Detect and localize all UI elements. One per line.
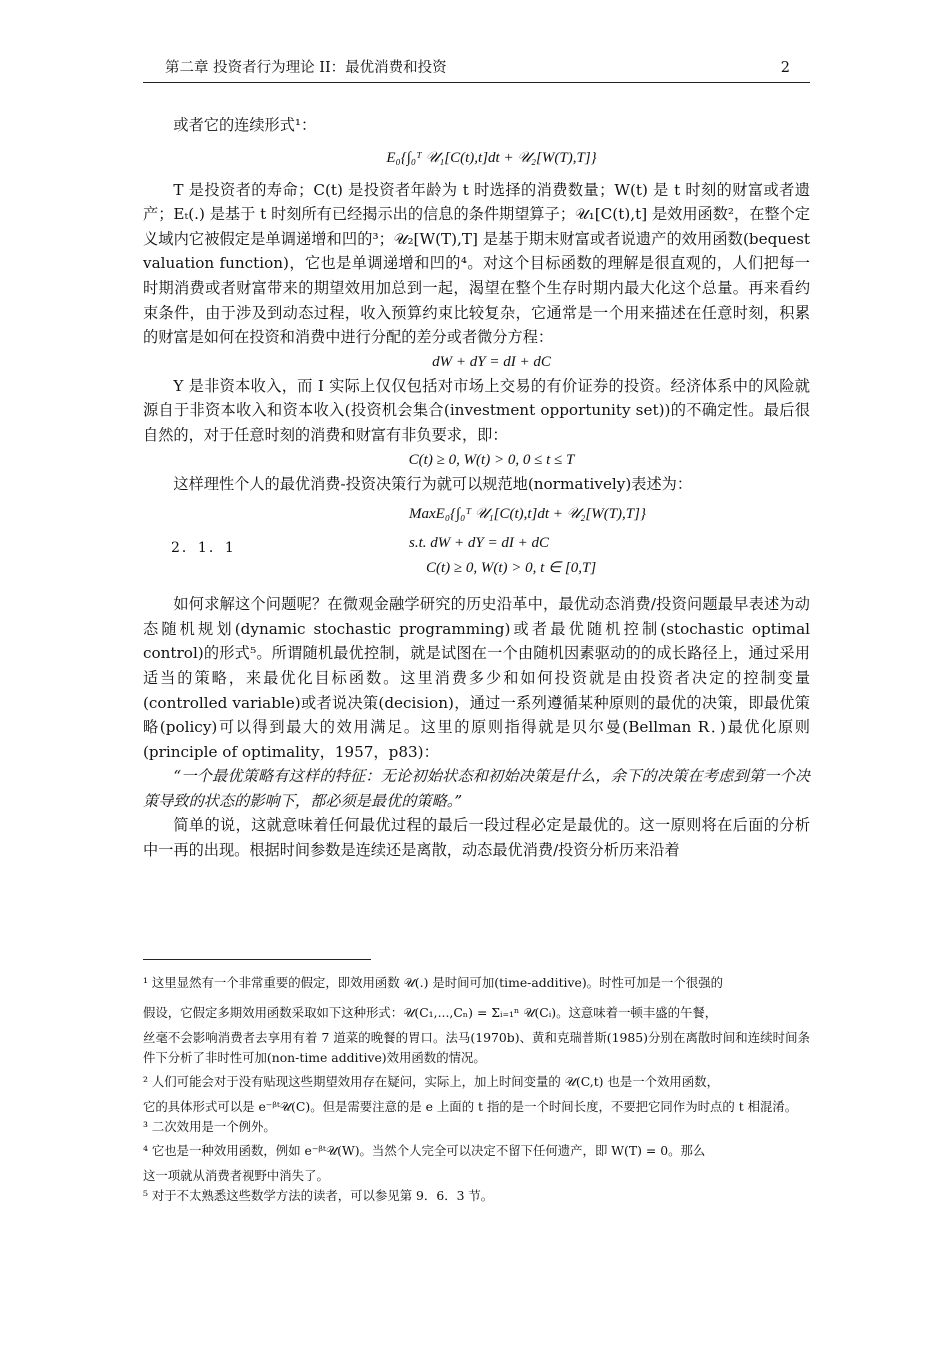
bellman-quote: “一个最优策略有这样的特征：无论初始状态和初始决策是什么，余下的决策在考虑到第一个决策导致的状态的影响下，都必须是最优的策略。” [143,767,810,810]
footnote-1a: ¹ 这里显然有一个非常重要的假定，即效用函数 𝒰(.) 是时间可加(time-additive)。时性可加是一个很强的 [143,975,723,990]
constraint-line: s.t. dW + dY = dI + dC [409,535,549,552]
chapter-title: 第二章 投资者行为理论 II：最优消费和投资 [165,60,447,76]
objective-line: MaxE₀{∫₀ᵀ 𝒰₁[C(t),t]dt + 𝒰₂[W(T),T]} [409,506,646,523]
footnote-1b: 假设，它假定多期效用函数采取如下这种形式：𝒰(C₁,...,Cₙ) = Σᵢ₌₁ⁿ 𝒰(Cᵢ)。这意味着一顿丰盛的午餐， [143,1005,718,1020]
page-number: 2 [780,60,790,76]
paragraph-1: T 是投资者的寿命；C(t) 是投资者年龄为 t 时选择的消费数量；W(t) 是 t 时刻的财富或者遗产；Eₜ(.) 是基于 t 时刻所有已经揭示出的信息的条件期望算子；𝒰₁[C(t),t] 是效用函数²，在整个定义域内它被假定是单调递增和凹的³；𝒰₂[W(T),T] 是基于期末财富或者说遗产的效用函数(bequest valuation function)，它也是单调递增和凹的⁴。对这个目标函数的理解是很直观的，人们把每一时期消费或者财富带来的期望效用加总到一起，渴望在整个生存时期内最大化这个总量。再来看约束条件，由于涉及到动态过程，收入预算约束比较复杂，它通常是一个用来描述在任意时刻，积累的财富是如何在投资和消费中进行分配的差分或者微分方程： [143,180,810,347]
footnote-3: ³ 二次效用是一个例外。 [143,1118,276,1134]
paragraph-2: Y 是非资本收入，而 I 实际上仅仅包括对市场上交易的有价证券的投资。经济体系中的风险就源自于非资本收入和资本收入(投资机会集合(investment opportunity set))的不确定性。最后很自然的，对于任意时刻的消费和财富有非负要求，即： [143,376,810,444]
footnote-4a: ⁴ 它也是一种效用函数，例如 e⁻ᵝᵗ𝒰(W)。当然个人完全可以决定不留下任何遗产，即 W(T) = 0。那么 [143,1143,706,1158]
footnote-1c: 丝毫不会影响消费者去享用有着 7 道菜的晚餐的胃口。法马(1970b)、黄和克瑞普斯(1985)分别在离散时间和连续时间条件下分析了非时性可加(non-time additive)效用函数的情况。 [143,1030,810,1065]
footnote-2b: 它的具体形式可以是 e⁻ᵝᵗ𝒰(C)。但是需要注意的是 e 上面的 t 指的是一个时间长度，不要把它同作为时点的 t 相混淆。 [143,1099,798,1114]
intro-line: 或者它的连续形式¹： [173,116,317,134]
footnote-divider [143,959,371,960]
budget-equation: dW + dY = dI + dC [432,353,551,370]
optimization-problem [143,498,810,584]
paragraph-5: 简单的说，这就意味着任何最优过程的最后一段过程必定是最优的。这一原则将在后面的分析中一再的出现。根据时间参数是连续还是离散，动态最优消费/投资分析历来沿着 [143,816,810,860]
paragraph-3: 这样理性个人的最优消费-投资决策行为就可以规范地(normatively)表述为： [173,474,693,493]
equation-number: 2．1．1 [171,540,236,557]
footnotes [143,968,810,1205]
objective-equation: E₀{∫₀ᵀ 𝒰₁[C(t),t]dt + 𝒰₂[W(T),T]} [386,149,597,166]
footnote-5: ⁵ 对于不太熟悉这些数学方法的读者，可以参见第 9．6．3 节。 [143,1187,494,1203]
main-text [143,113,810,863]
nonneg-line: C(t) ≥ 0, W(t) > 0, t ∈ [0,T] [426,560,597,577]
nonnegativity-equation: C(t) ≥ 0, W(t) > 0, 0 ≤ t ≤ T [408,451,575,468]
paragraph-4: 如何求解这个问题呢？在微观金融学研究的历史沿革中，最优动态消费/投资问题最早表述为动态随机规划(dynamic stochastic programming)或者最优随机控制(stochastic optimal control)的形式⁵。所谓随机最优控制，就是试图在一个由随机因素驱动的的成长路径上，通过采用适当的策略，来最优化目标函数。这里消费多少和如何投资就是由投资者决定的控制变量(controlled variable)或者说决策(decision)，通过一系列遵循某种原则的最优的决策，即最优策略(policy)可以得到最大的效用满足。这里的原则指得就是贝尔曼(Bellman R．)最优化原则(principle of optimality，1957，p83)： [143,595,810,761]
footnote-2a: ² 人们可能会对于没有贴现这些期望效用存在疑问，实际上，加上时间变量的 𝒰(C,t) 也是一个效用函数， [143,1074,719,1089]
footnote-4b: 这一项就从消费者视野中消失了。 [143,1168,329,1183]
running-header [143,56,810,83]
